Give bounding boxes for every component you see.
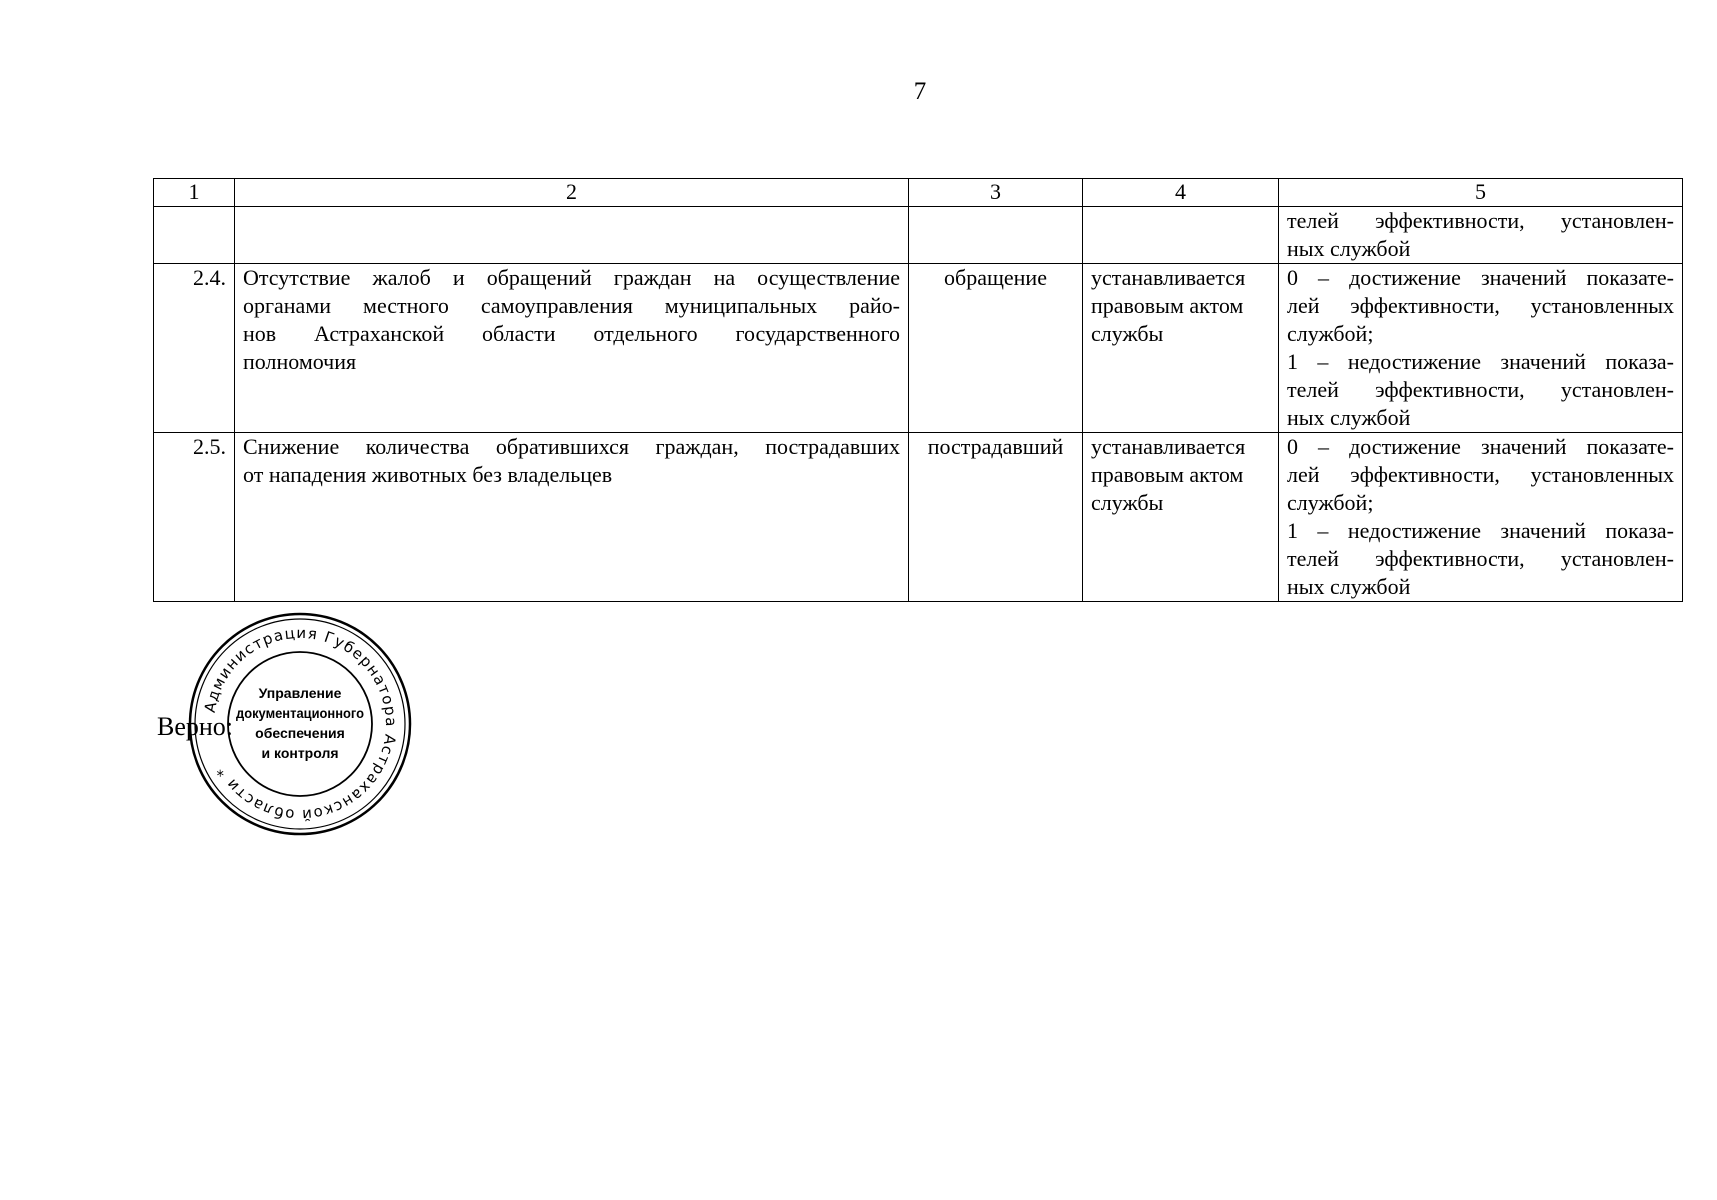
cont-col-3 (909, 207, 1083, 264)
cont-col-4 (1083, 207, 1279, 264)
text-line: 0 – достижение значений показате- (1287, 265, 1674, 290)
unit: пострадавший (909, 433, 1083, 602)
certification-label: Верно: (157, 712, 234, 741)
text-line: телей эффективности, установлен- (1287, 377, 1674, 402)
seal-inner-line: и контроля (261, 745, 339, 761)
table-row (154, 433, 1683, 602)
text-line: 0 – достижение значений показате- (1287, 434, 1674, 459)
text-line: лей эффективности, установленных (1287, 462, 1674, 487)
header-row (154, 179, 1683, 207)
seal-inner-line: обеспечения (255, 725, 345, 741)
text-line: 1 – недостижение значений показа- (1287, 518, 1674, 543)
text-line: нов Астраханской области отдельного государственного (243, 321, 900, 346)
text-line: лей эффективности, установленных (1287, 293, 1674, 318)
indicators-table (153, 178, 1683, 602)
text-line: службы (1091, 490, 1164, 515)
row-number: 2.5. (154, 433, 235, 602)
header-col-3: 3 (909, 179, 1083, 207)
text-line: правовым актом (1091, 462, 1244, 487)
header-col-4: 4 (1083, 179, 1279, 207)
header-col-2: 2 (235, 179, 909, 207)
header-col-5: 5 (1279, 179, 1683, 207)
page-number: 7 (913, 78, 927, 105)
text-line: полномочия (243, 349, 357, 374)
seal-inner-line: Управление (258, 685, 342, 701)
indicator-name (235, 433, 909, 602)
text-line: ных службой (1287, 405, 1411, 430)
text-line: телей эффективности, установлен- (1287, 208, 1674, 233)
text-line: правовым актом (1091, 293, 1244, 318)
target-value (1083, 264, 1279, 433)
text-line: устанавливается (1091, 265, 1246, 290)
text-line: устанавливается (1091, 434, 1246, 459)
indicator-name (235, 264, 909, 433)
cont-col-1 (154, 207, 235, 264)
target-value (1083, 433, 1279, 602)
text-line: Снижение количества обратившихся граждан, пострадавших (243, 434, 900, 459)
table-row (154, 264, 1683, 433)
text-line: службой; (1287, 321, 1374, 346)
text-line: службы (1091, 321, 1164, 346)
text-line: органами местного самоуправления муниципальных райо- (243, 293, 900, 318)
assessment-method (1279, 264, 1683, 433)
assessment-method (1279, 433, 1683, 602)
text-line: Отсутствие жалоб и обращений граждан на осуществление (243, 265, 900, 290)
text-line: ных службой (1287, 574, 1411, 599)
row-number: 2.4. (154, 264, 235, 433)
text-line: от нападения животных без владельцев (243, 462, 613, 487)
text-line: ных службой (1287, 236, 1411, 261)
cont-col-2 (235, 207, 909, 264)
seal-inner-line: документационного (236, 705, 364, 721)
unit: обращение (909, 264, 1083, 433)
text-line: службой; (1287, 490, 1374, 515)
seal-outer-text: Администрация Губернатора Астраханской области * (200, 623, 401, 825)
table-row-continuation (154, 207, 1683, 264)
text-line: телей эффективности, установлен- (1287, 546, 1674, 571)
cont-col-5 (1279, 207, 1683, 264)
header-col-1: 1 (154, 179, 235, 207)
text-line: 1 – недостижение значений показа- (1287, 349, 1674, 374)
